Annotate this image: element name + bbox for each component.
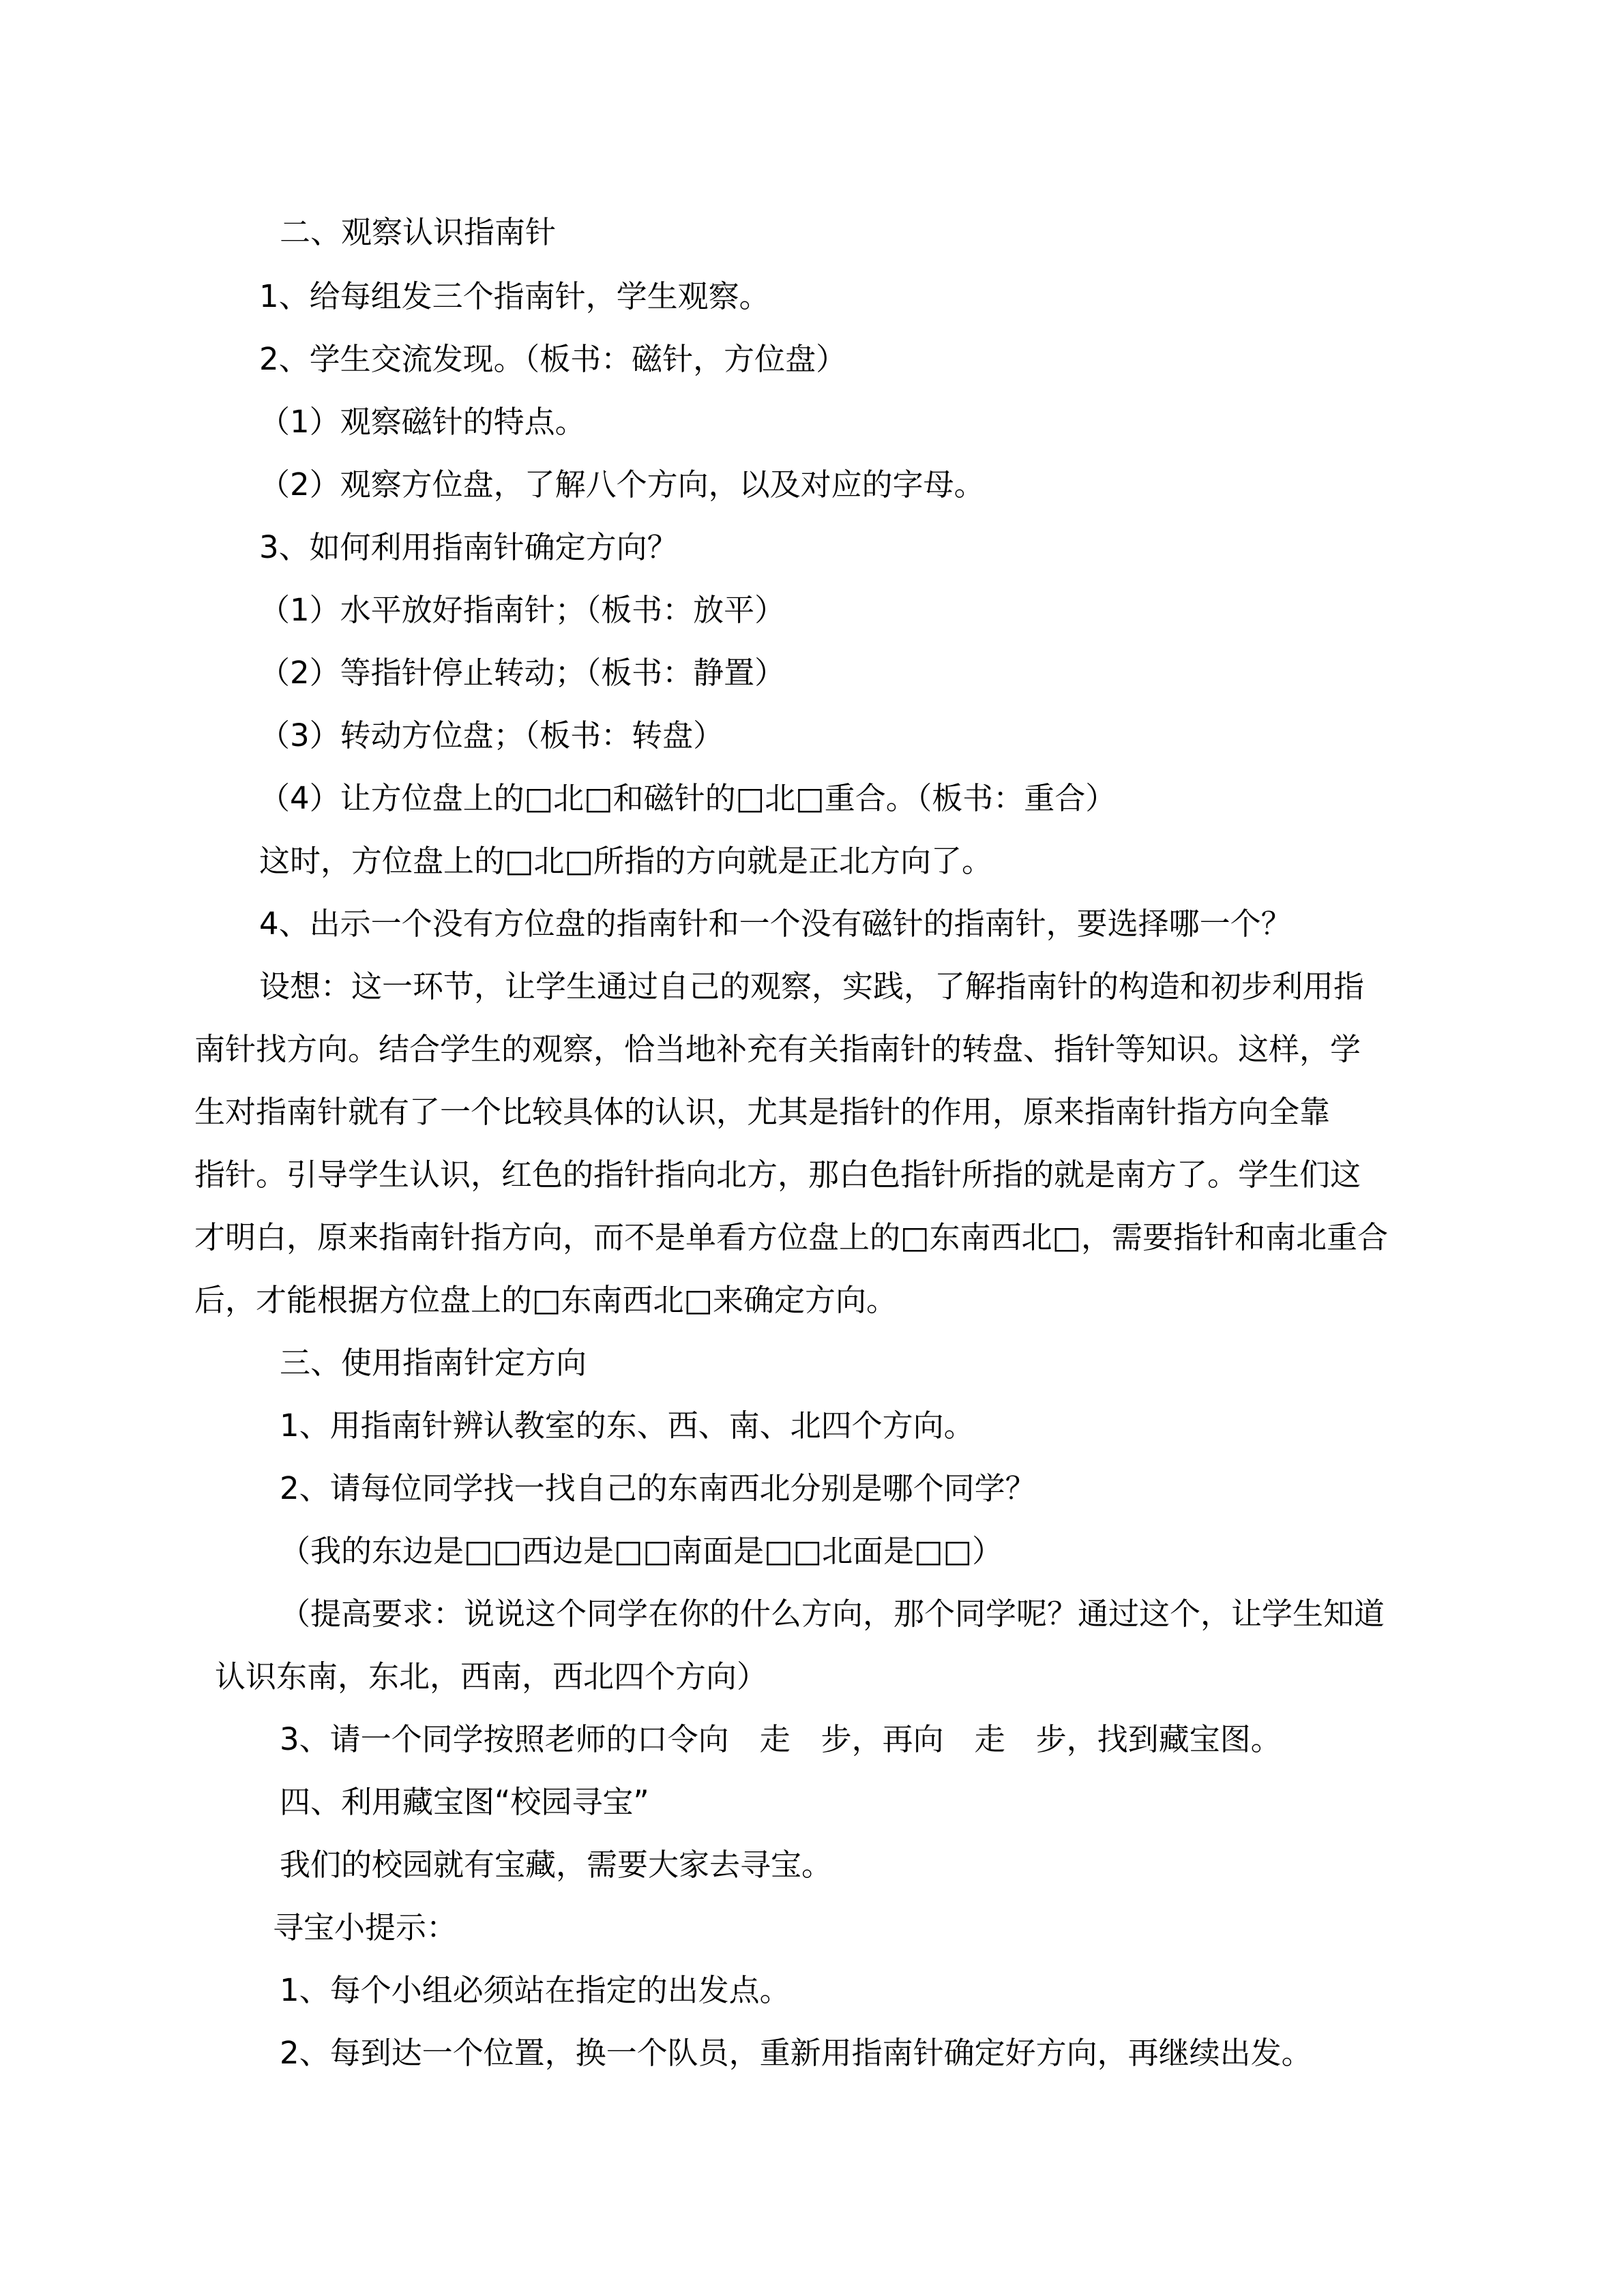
section-2-item: （3）转动方位盘；（板书：转盘） [259,717,724,754]
section-4-item: 2、每到达一个位置，换一个队员，重新用指南针确定好方向，再继续出发。 [280,2035,1312,2071]
section-2-item: （1）水平放好指南针；（板书：放平） [259,592,786,628]
design-note-line: 后，才能根据方位盘上的□东南西北□来确定方向。 [194,1282,898,1318]
section-3-item: 认识东南，东北，西南，西北四个方向） [215,1658,768,1695]
design-note-line: 才明白，原来指南针指方向，而不是单看方位盘上的□东南西北□，需要指针和南北重合 [194,1219,1389,1255]
section-heading-observe-compass: 二、观察认识指南针 [280,214,557,250]
section-heading-use-compass: 三、使用指南针定方向 [280,1345,587,1381]
section-4-item: 我们的校园就有宝藏，需要大家去寻宝。 [280,1847,833,1883]
section-2-item: 2、学生交流发现。（板书：磁针，方位盘） [259,341,847,377]
section-3-item: （我的东边是□□西边是□□南面是□□北面是□□） [280,1533,1003,1569]
section-2-item: （1）观察磁针的特点。 [259,404,586,440]
section-4-item: 寻宝小提示： [273,1909,458,1945]
section-2-item: （2）等指针停止转动；（板书：静置） [259,655,786,691]
design-note-line: 指针。引导学生认识，红色的指针指向北方，那白色指针所指的就是南方了。学生们这 [194,1157,1361,1193]
section-2-item: （2）观察方位盘，了解八个方向，以及对应的字母。 [259,466,985,503]
design-note-line: 南针找方向。结合学生的观察，恰当地补充有关指南针的转盘、指针等知识。这样，学 [194,1031,1361,1067]
section-3-item: （提高要求：说说这个同学在你的什么方向，那个同学呢？通过这个，让学生知道 [280,1596,1385,1632]
section-3-item: 1、用指南针辨认教室的东、西、南、北四个方向。 [280,1407,975,1444]
section-heading-treasure-hunt: 四、利用藏宝图“校园寻宝” [280,1784,649,1820]
section-2-item: 1、给每组发三个指南针，学生观察。 [259,278,770,314]
section-2-item: 3、如何利用指南针确定方向？ [259,529,678,565]
section-4-item: 1、每个小组必须站在指定的出发点。 [280,1972,791,2008]
section-2-item: （4）让方位盘上的□北□和磁针的□北□重合。（板书：重合） [259,780,1117,816]
section-2-item: 这时，方位盘上的□北□所指的方向就是正北方向了。 [259,843,993,879]
section-3-item: 2、请每位同学找一找自己的东南西北分别是哪个同学？ [280,1470,1036,1506]
design-note-line: 设想：这一环节，让学生通过自己的观察，实践，了解指南针的构造和初步利用指 [259,968,1365,1004]
section-2-item: 4、出示一个没有方位盘的指南针和一个没有磁针的指南针，要选择哪一个？ [259,906,1292,942]
section-3-item: 3、请一个同学按照老师的口令向 走 步，再向 走 步，找到藏宝图。 [280,1721,1282,1757]
design-note-line: 生对指南针就有了一个比较具体的认识，尤其是指针的作用，原来指南针指方向全靠 [194,1094,1331,1130]
